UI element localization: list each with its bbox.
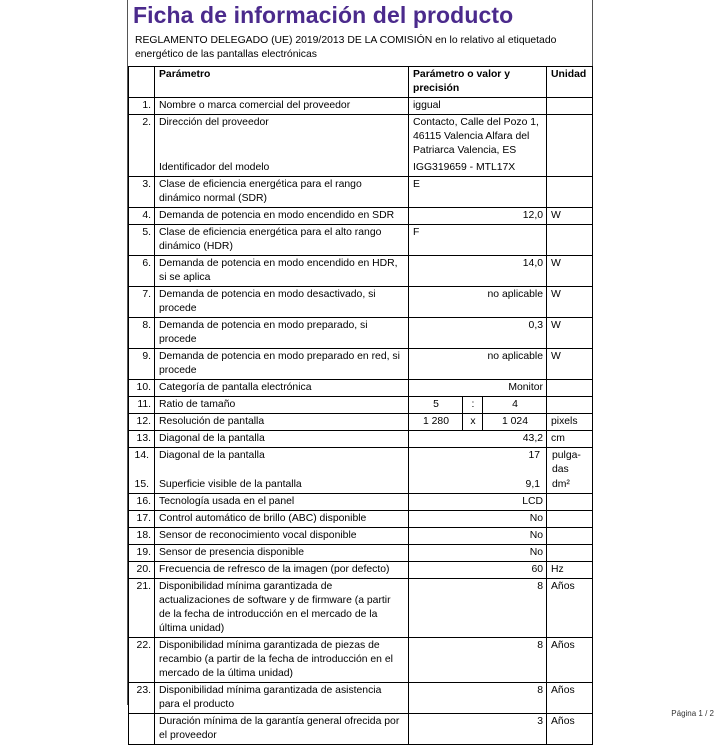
row-label: Superficie visible de la pantalla xyxy=(159,479,302,490)
row-number: 3. xyxy=(129,177,155,208)
ratio-height: 4 xyxy=(483,397,547,414)
row-number: 5. xyxy=(129,225,155,256)
resolution-width: 1 280 xyxy=(409,414,463,431)
row-number: 13. xyxy=(129,431,155,448)
page-title: Ficha de información del producto xyxy=(133,2,514,28)
row-label: Clase de eficiencia energética para el alto rango dinámico (HDR) xyxy=(155,225,409,256)
table-row xyxy=(129,431,593,448)
row-unit: dm² xyxy=(552,479,570,490)
row-value: Monitor xyxy=(409,380,547,397)
row-label: Demanda de potencia en modo encendido en HDR, si se aplica xyxy=(155,256,409,287)
table-row xyxy=(129,318,593,349)
row-unit: Años xyxy=(547,683,593,714)
row-number: 18. xyxy=(129,528,155,545)
row-number: 6. xyxy=(129,256,155,287)
row-value: 43,2 xyxy=(409,431,547,448)
row-unit xyxy=(547,225,593,256)
table-header-row xyxy=(129,67,593,98)
row-value: No xyxy=(409,528,547,545)
ratio-separator: : xyxy=(463,397,483,414)
row-label: Nombre o marca comercial del proveedor xyxy=(155,98,409,115)
row-label: Disponibilidad mínima garantizada de piezas de recambio (a partir de la fecha de introducción en el mercado de la última unidad) xyxy=(155,638,409,683)
row-number: 1. xyxy=(129,98,155,115)
row-number: 11. xyxy=(129,397,155,414)
row-number: 20. xyxy=(129,562,155,579)
table-row xyxy=(129,638,593,683)
ratio-width: 5 xyxy=(409,397,463,414)
table-row xyxy=(129,414,593,431)
header-value: Parámetro o valor y precisión xyxy=(409,67,547,98)
table-row xyxy=(129,349,593,380)
product-info-table xyxy=(128,66,593,745)
row-unit xyxy=(547,397,593,414)
row-label: Duración mínima de la garantía general ofrecida por el proveedor xyxy=(155,714,409,745)
row-number: 19. xyxy=(129,545,155,562)
row-value: no aplicable xyxy=(409,349,547,380)
table-row xyxy=(129,177,593,208)
row-value: 12,0 xyxy=(409,208,547,225)
row-value: 17 xyxy=(528,450,540,461)
row-unit: W xyxy=(547,349,593,380)
row-label: Diagonal de la pantalla xyxy=(159,450,265,461)
row-number: 15. xyxy=(134,479,149,490)
row-value: F xyxy=(409,225,547,256)
row-label: Demanda de potencia en modo preparado en red, si procede xyxy=(155,349,409,380)
row-label: Disponibilidad mínima garantizada de actualizaciones de software y de firmware (a partir de la fecha de introducción en el mercado de la última unidad) xyxy=(155,579,409,638)
row-unit: W xyxy=(547,208,593,225)
table-row xyxy=(129,397,593,414)
row-unit: Años xyxy=(547,714,593,745)
row-number: 16. xyxy=(129,494,155,511)
resolution-separator: x xyxy=(463,414,483,431)
row-unit xyxy=(547,511,593,528)
table-row xyxy=(129,528,593,545)
row-label: Demanda de potencia en modo encendido en SDR xyxy=(155,208,409,225)
row-label: Resolución de pantalla xyxy=(155,414,409,431)
row-unit: pulga- das xyxy=(552,450,581,475)
table-row xyxy=(129,579,593,638)
row-label: Sensor de reconocimiento vocal disponible xyxy=(155,528,409,545)
row-value: LCD xyxy=(409,494,547,511)
row-label: Dirección del proveedor xyxy=(159,117,269,128)
resolution-height: 1 024 xyxy=(483,414,547,431)
row-value: iggual xyxy=(409,98,547,115)
row-number: 7. xyxy=(129,287,155,318)
row-label: Ratio de tamaño xyxy=(155,397,409,414)
row-label: Tecnología usada en el panel xyxy=(155,494,409,511)
row-value: 0,3 xyxy=(409,318,547,349)
table-row xyxy=(129,448,593,494)
table-row xyxy=(129,225,593,256)
header-param: Parámetro xyxy=(155,67,409,98)
row-number: 17. xyxy=(129,511,155,528)
row-unit xyxy=(547,494,593,511)
row-number: 4. xyxy=(129,208,155,225)
row-label: Demanda de potencia en modo preparado, si procede xyxy=(155,318,409,349)
row-value: 60 xyxy=(409,562,547,579)
table-row xyxy=(129,714,593,745)
row-unit xyxy=(547,380,593,397)
row-unit: Años xyxy=(547,638,593,683)
row-value: E xyxy=(409,177,547,208)
row-value: 3 xyxy=(409,714,547,745)
row-value: No xyxy=(409,511,547,528)
table-row xyxy=(129,287,593,318)
row-number: 9. xyxy=(129,349,155,380)
header-unit: Unidad xyxy=(547,67,593,98)
row-number: 12. xyxy=(129,414,155,431)
row-label: Disponibilidad mínima garantizada de asistencia para el producto xyxy=(155,683,409,714)
table-row xyxy=(129,562,593,579)
table-row xyxy=(129,380,593,397)
row-unit xyxy=(547,177,593,208)
row-number: 22. xyxy=(129,638,155,683)
row-number: 10. xyxy=(129,380,155,397)
row-number xyxy=(129,714,155,745)
row-unit: W xyxy=(547,318,593,349)
row-number: 2. xyxy=(129,115,155,177)
row-label: Categoría de pantalla electrónica xyxy=(155,380,409,397)
row-value: 8 xyxy=(409,579,547,638)
row-number: 23. xyxy=(129,683,155,714)
row-value: IGG319659 - MTL17X xyxy=(413,162,516,173)
table-row xyxy=(129,115,593,177)
row-unit: pixels xyxy=(547,414,593,431)
row-label: Frecuencia de refresco de la imagen (por defecto) xyxy=(155,562,409,579)
row-label: Sensor de presencia disponible xyxy=(155,545,409,562)
row-unit: Hz xyxy=(547,562,593,579)
row-value: Contacto, Calle del Pozo 1, 46115 Valencia Alfara del Patriarca Valencia, ES xyxy=(413,117,539,156)
row-unit xyxy=(547,528,593,545)
row-value: 8 xyxy=(409,638,547,683)
row-value: no aplicable xyxy=(409,287,547,318)
row-label: Clase de eficiencia energética para el rango dinámico normal (SDR) xyxy=(155,177,409,208)
row-unit xyxy=(547,98,593,115)
table-row xyxy=(129,545,593,562)
table-row xyxy=(129,511,593,528)
row-unit: Años xyxy=(547,579,593,638)
row-label: Control automático de brillo (ABC) disponible xyxy=(155,511,409,528)
row-number: 21. xyxy=(129,579,155,638)
table-row xyxy=(129,208,593,225)
row-value: No xyxy=(409,545,547,562)
row-unit: W xyxy=(547,256,593,287)
row-label: Demanda de potencia en modo desactivado, si procede xyxy=(155,287,409,318)
row-value: 14,0 xyxy=(409,256,547,287)
row-value: 9,1 xyxy=(525,479,540,490)
row-value: 8 xyxy=(409,683,547,714)
row-number: 8. xyxy=(129,318,155,349)
page-number: Página 1 / 2 xyxy=(671,709,714,718)
row-number: 14. xyxy=(134,450,149,461)
row-unit: cm xyxy=(547,431,593,448)
table-row xyxy=(129,494,593,511)
table-row xyxy=(129,256,593,287)
row-unit xyxy=(547,545,593,562)
row-label: Identificador del modelo xyxy=(159,162,270,173)
table-row xyxy=(129,98,593,115)
row-label: Diagonal de la pantalla xyxy=(155,431,409,448)
row-unit: W xyxy=(547,287,593,318)
table-row xyxy=(129,683,593,714)
regulation-text: REGLAMENTO DELEGADO (UE) 2019/2013 DE LA COMISIÓN en lo relativo al etiquetado energético de las pantallas electrónicas xyxy=(135,35,557,60)
